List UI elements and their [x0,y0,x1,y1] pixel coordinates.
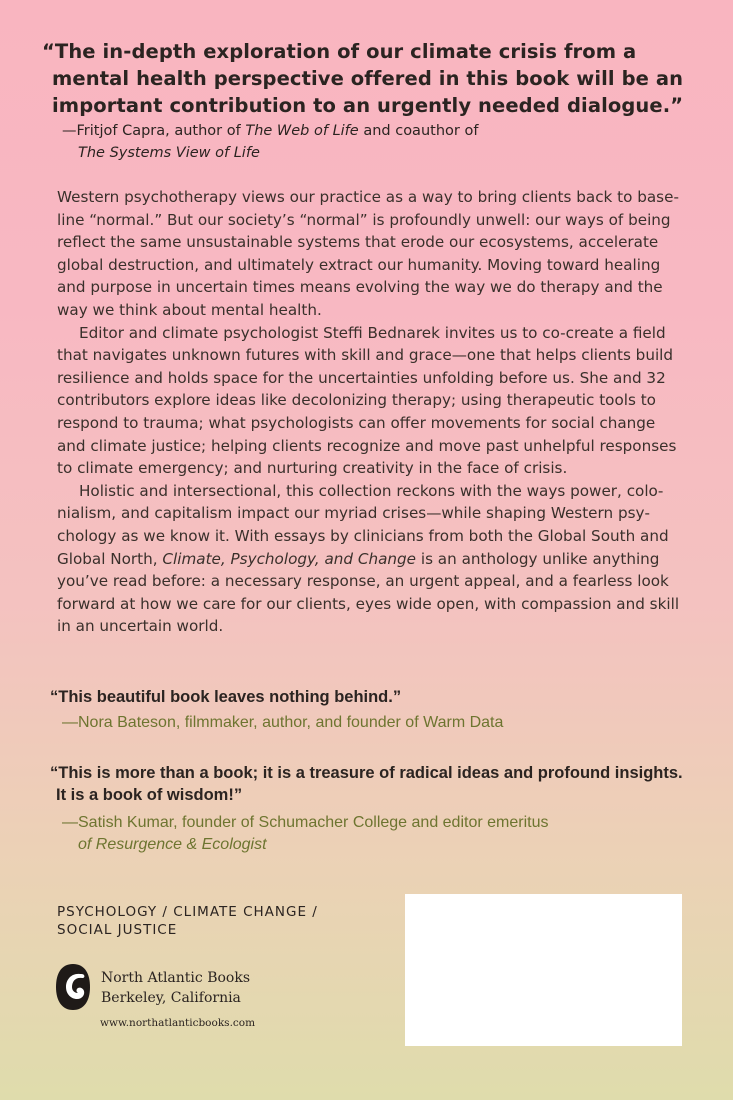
attribution-prefix: —Fritjof Capra, author of [62,123,246,139]
endorsement-quote-2: “This beautiful book leaves nothing behind.” [50,688,402,706]
description-paragraph-2: Editor and climate psychologist Steffi Bednarek invites us to co-create a field that navigates unknown futures with skill and grace—one that helps clients build resilience and holds space for the uncertainties unfolding before us. She and 32 contributors explore ideas like decolonizing therapy; using therapeutic tools to respond to trauma; what psychologists can offer movements for social change and climate justice; helping clients recognize and move past unhelpful responses to climate emergency; and nurturing creativity in the face of crisis. [57,323,677,478]
publisher-block [55,962,355,1029]
publisher-url: www.northatlanticbooks.com [100,1017,256,1029]
category-line-1: PSYCHOLOGY / CLIMATE CHANGE / [57,904,318,920]
wave-logo-icon [55,962,91,1012]
top-quote-attribution [62,120,682,164]
description-paragraph-3 [57,480,685,638]
paragraph-3-part-b: is an anthology unlike anything you’ve read before: a necessary response, an urgent appeal, and a fearless look forward at how we care for our clients, eyes wide open, with compassion and skill in an uncertain world. [57,549,680,636]
publisher-name [101,968,250,1008]
top-quote: “The in-depth exploration of our climate crisis from a mental health perspective offered in this book will be an important contribution to an urgently needed dialogue.” [42,40,684,117]
category-line-2: SOCIAL JUSTICE [57,922,178,938]
endorsement-attribution-2: —Nora Bateson, filmmaker, author, and founder of Warm Data [62,714,504,731]
publisher-name-line-1: North Atlantic Books [101,970,251,986]
attribution-mid: and coauthor of [358,123,479,139]
book-title-inline: Climate, Psychology, and Change [162,549,417,568]
attribution-book-title-2: The Systems View of Life [78,145,260,161]
book-description [57,186,685,638]
attribution-book-title-1: The Web of Life [245,123,359,139]
attribution-3-line-1: —Satish Kumar, founder of Schumacher College and editor emeritus [62,814,549,831]
publisher-location: Berkeley, California [101,990,241,1006]
subject-category [57,903,357,939]
endorsement-quote-3: “This is more than a book; it is a treasure of radical ideas and profound insights. It is a book of wisdom!” [50,764,683,804]
description-paragraph-1: Western psychotherapy views our practice as a way to bring clients back to baseline “normal.” But our society’s “normal” is profoundly unwell: our ways of being reflect the same unsustainable systems that erode our ecosystems, accelerate global destruction, and ultimately extract our humanity. Moving toward healing and purpose in uncertain times means evolving the way we do therapy and the way we think about mental health. [57,188,679,319]
endorsement-attribution-3 [62,812,682,856]
barcode-area [405,894,682,1046]
paragraph-3-part-a: Holistic and intersectional, this collection reckons with the ways power, colonialism, and capitalism impact our myriad crises—while shaping Western psychology as we know it. With essays by clinicians from both the Global South and Global North, [57,481,669,568]
attribution-3-line-2: of Resurgence & Ecologist [78,836,267,853]
